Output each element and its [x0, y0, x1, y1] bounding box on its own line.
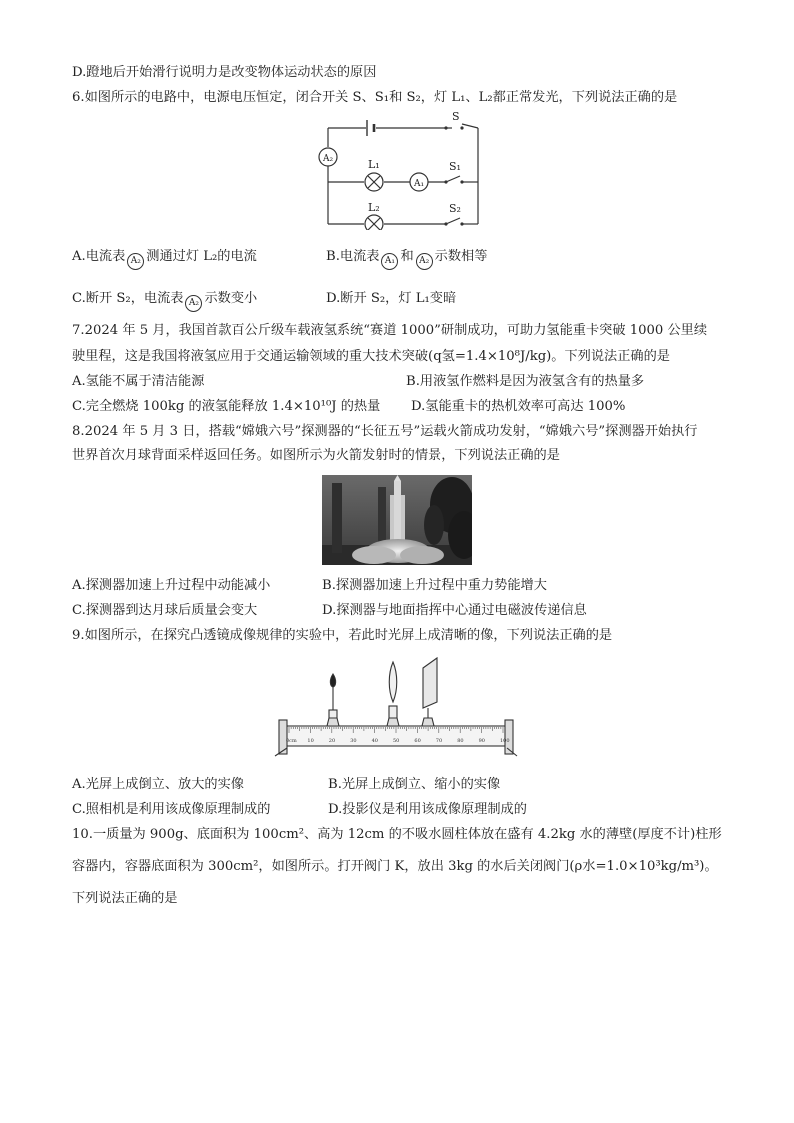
q6-stem: 6.如图所示的电路中，电源电压恒定，闭合开关 S、S₁和 S₂，灯 L₁、L₂都正常发光，下列说法正确的是	[72, 90, 678, 105]
q6-label-a2: A₂	[323, 154, 334, 164]
q7-stem-line2: 驶里程，这是我国将液氢应用于交通运输领域的重大技术突破(q氢=1.4×10⁸J/kg)。下列说法正确的是	[72, 349, 670, 364]
ammeter-a2-icon: A₂	[416, 253, 433, 270]
q10-stem-line3: 下列说法正确的是	[72, 891, 178, 906]
q9-optical-bench-diagram	[265, 652, 525, 762]
ruler-tick-label: 100	[500, 738, 510, 744]
q6-option-a: A.电流表 A₂ 测通过灯 L₂的电流	[72, 248, 257, 270]
ruler-tick-label: 70	[435, 738, 443, 744]
q6-label-l2: L₂	[368, 201, 380, 214]
q8-stem-line2: 世界首次月球背面采样返回任务。如图所示为火箭发射时的情景，下列说法正确的是	[72, 448, 560, 463]
ruler-tick-label: 10	[307, 738, 314, 744]
q9-option-d: D.投影仪是利用该成像原理制成的	[328, 802, 527, 817]
q7-option-b: B.用液氢作燃料是因为液氢含有的热量多	[406, 374, 645, 389]
ruler-tick-label: 90	[478, 738, 485, 744]
q10-stem-line2: 容器内，容器底面积为 300cm²，如图所示。打开阀门 K，放出 3kg 的水后关闭阀门(ρ水=1.0×10³kg/m³)。	[72, 859, 718, 874]
q8-rocket-launch-photo	[322, 475, 472, 565]
q7-option-c: C.完全燃烧 100kg 的液氢能释放 1.4×10¹⁰J 的热量	[72, 399, 381, 414]
ammeter-a1-icon: A₁	[381, 253, 398, 270]
ruler-tick-label: 20	[328, 738, 336, 744]
q6-label-s1: S₁	[449, 160, 461, 173]
ruler-tick-label: 50	[393, 738, 400, 744]
q6-label-a1: A₁	[414, 179, 425, 189]
q6-label-l1: L₁	[368, 158, 380, 171]
ruler-tick-label: 60	[414, 738, 421, 744]
q8-option-a: A.探测器加速上升过程中动能减小	[72, 578, 271, 593]
ruler-tick-label: 0cm	[286, 738, 297, 744]
q8-option-c: C.探测器到达月球后质量会变大	[72, 603, 258, 618]
ammeter-a2-icon: A₂	[185, 295, 202, 312]
q7-option-a: A.氢能不属于清洁能源	[72, 374, 205, 389]
q6-option-b: B.电流表 A₁ 和 A₂ 示数相等	[326, 248, 487, 270]
q9-option-a: A.光屏上成倒立、放大的实像	[72, 777, 244, 792]
ammeter-a2-icon: A₂	[127, 253, 144, 270]
q10-stem-line1: 10.一质量为 900g、底面积为 100cm²、高为 12cm 的不吸水圆柱体放在盛有 4.2kg 水的薄壁(厚度不计)柱形	[72, 827, 722, 842]
q7-stem-line1: 7.2024 年 5 月，我国首款百公斤级车载液氢系统“赛道 1000”研制成功，可助力氢能重卡突破 1000 公里续	[72, 323, 708, 338]
q9-option-c: C.照相机是利用该成像原理制成的	[72, 802, 271, 817]
q8-option-d: D.探测器与地面指挥中心通过电磁波传递信息	[322, 603, 587, 618]
q8-stem-line1: 8.2024 年 5 月 3 日，搭载“嫦娥六号”探测器的“长征五号”运载火箭成功发射，“嫦娥六号”探测器开始执行	[72, 424, 698, 439]
q7-option-d: D.氢能重卡的热机效率可高达 100%	[411, 399, 626, 414]
q6-option-d: D.断开 S₂，灯 L₁变暗	[326, 291, 457, 306]
q6-label-s2: S₂	[449, 202, 461, 215]
q5-option-d: D.蹬地后开始滑行说明力是改变物体运动状态的原因	[72, 65, 377, 80]
q6-circuit-diagram	[312, 110, 492, 230]
ruler-tick-label: 40	[371, 738, 378, 744]
q9-stem: 9.如图所示，在探究凸透镜成像规律的实验中，若此时光屏上成清晰的像，下列说法正确的是	[72, 628, 613, 643]
q9-option-b: B.光屏上成倒立、缩小的实像	[328, 777, 501, 792]
q8-option-b: B.探测器加速上升过程中重力势能增大	[322, 578, 547, 593]
q6-label-s: S	[452, 110, 460, 123]
ruler-tick-label: 30	[350, 738, 357, 744]
ruler-tick-label: 80	[457, 738, 464, 744]
q6-option-c: C.断开 S₂，电流表 A₂ 示数变小	[72, 290, 257, 312]
